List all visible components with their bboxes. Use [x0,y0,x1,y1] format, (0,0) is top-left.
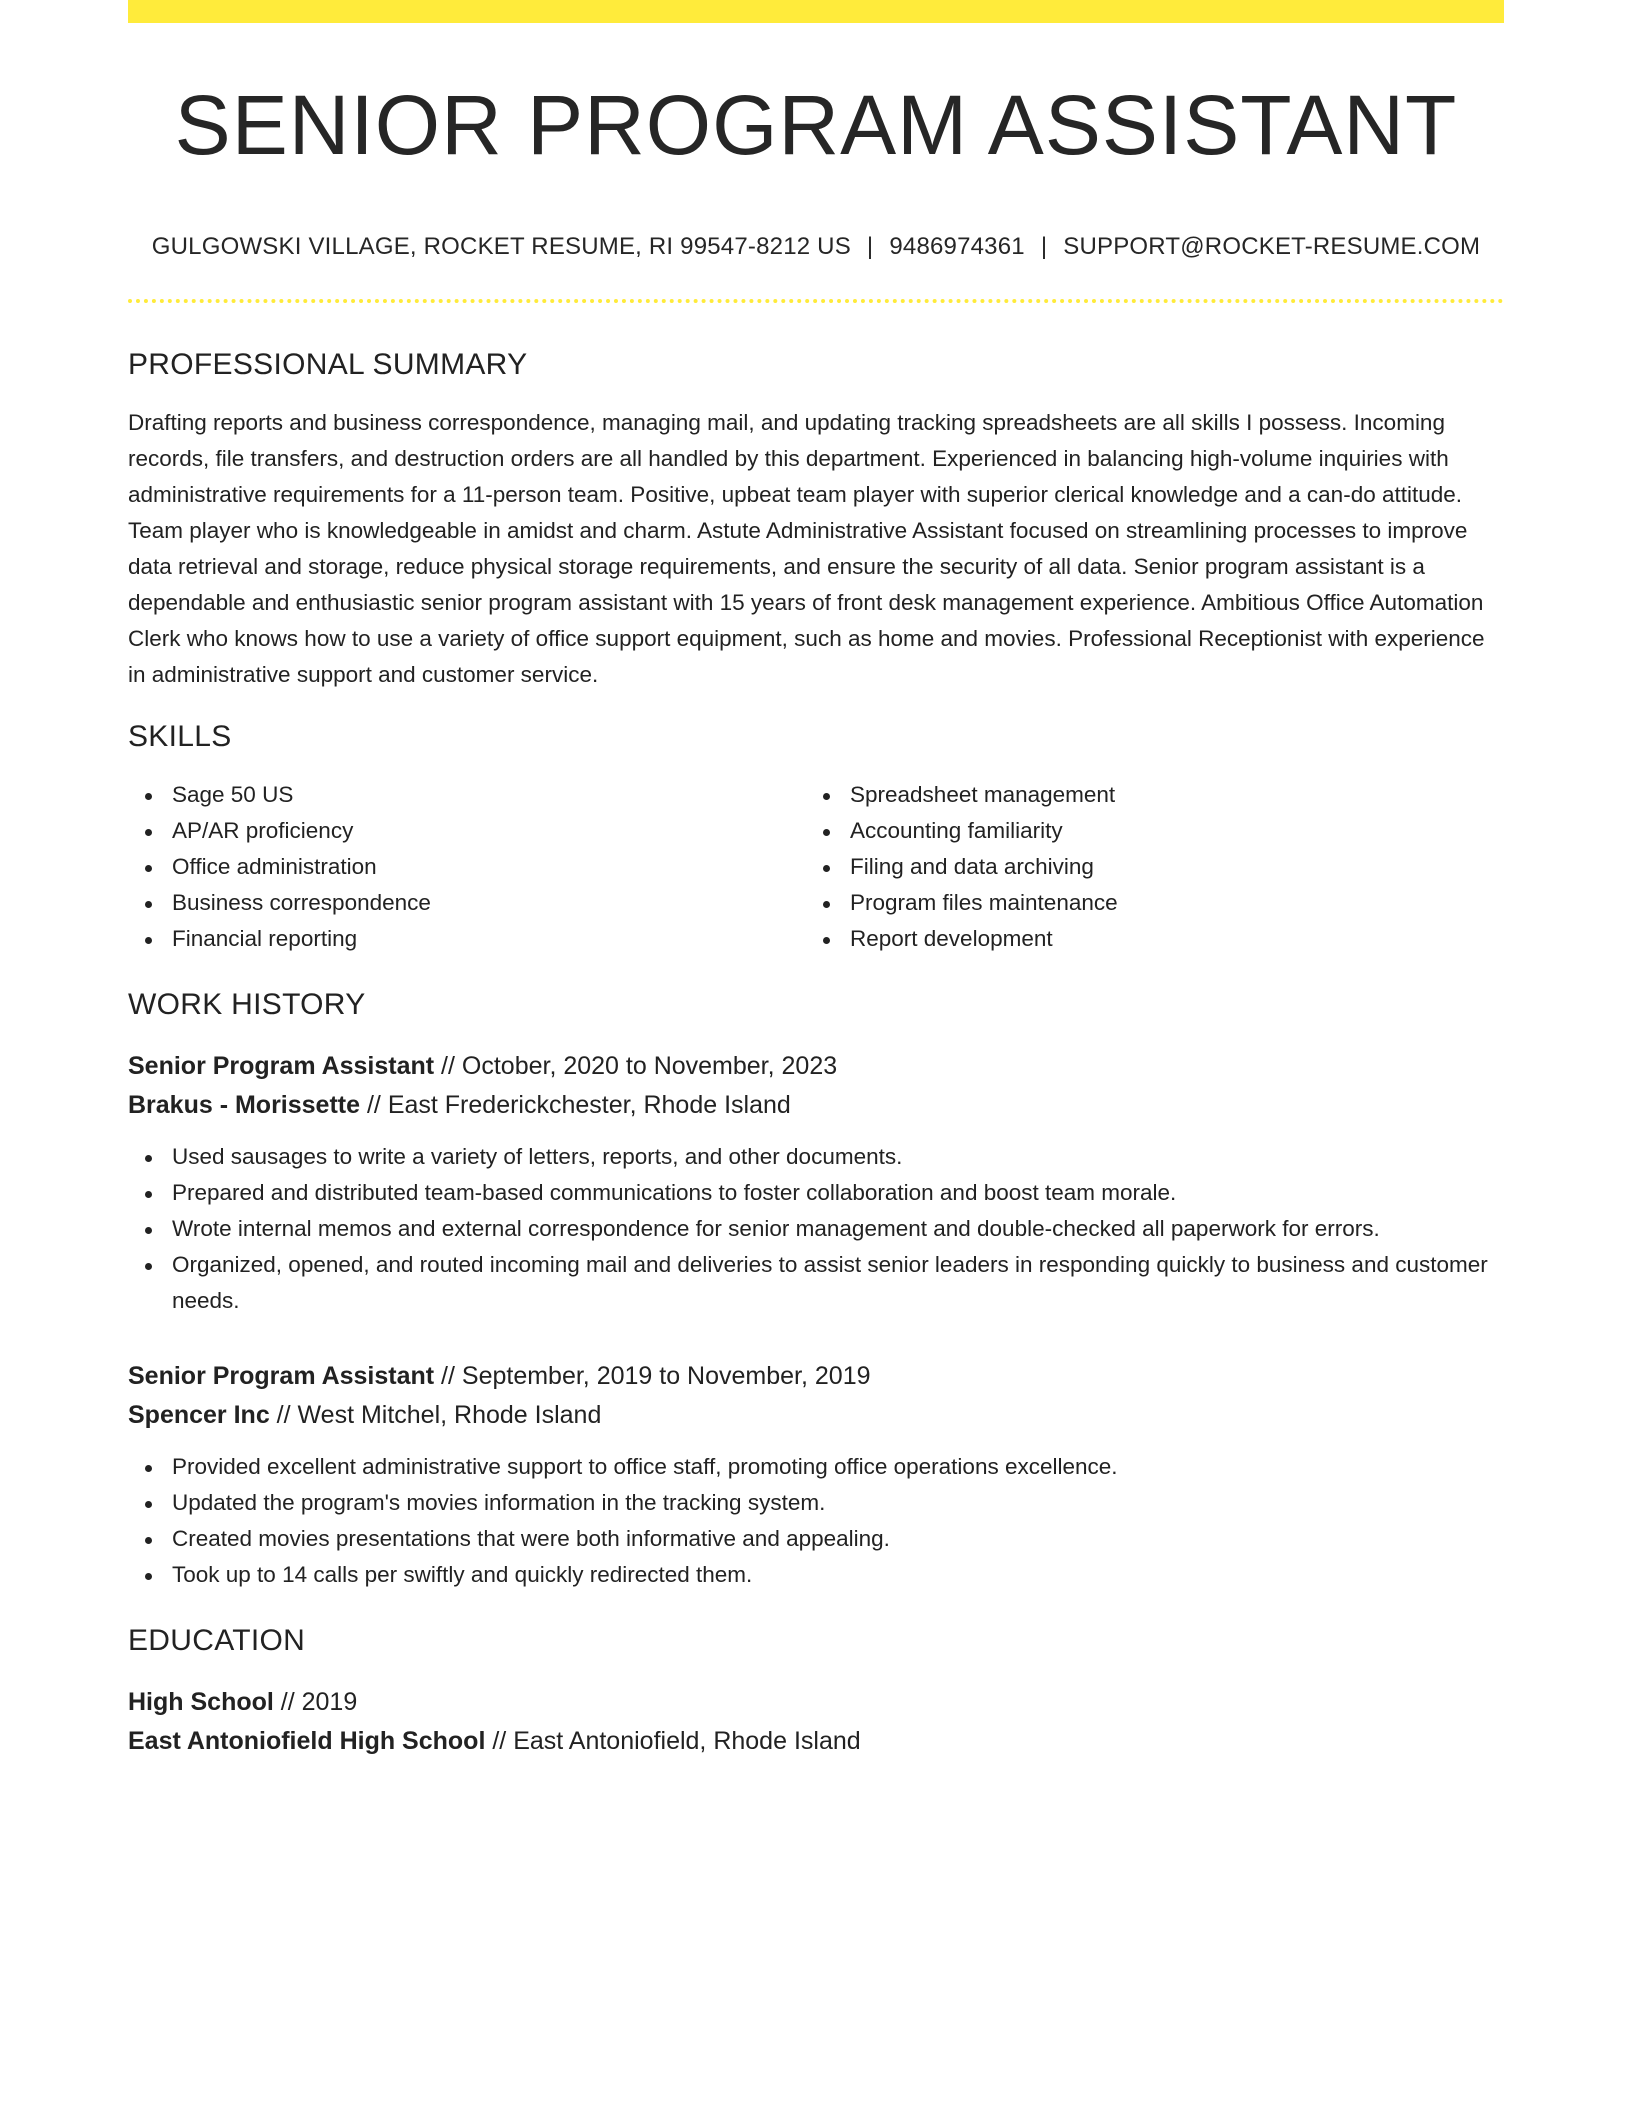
education-school: East Antoniofield High School [128,1727,486,1755]
job-company-line [128,1396,1504,1435]
job-entry [128,1047,1504,1319]
skill-item: Spreadsheet management [806,777,1484,813]
skill-item: Business correspondence [128,885,806,921]
education-year: // 2019 [273,1688,358,1716]
skill-item: Program files maintenance [806,885,1484,921]
skill-item: Office administration [128,849,806,885]
skills-column-right [806,777,1484,957]
skill-item: Financial reporting [128,921,806,957]
contact-address: GULGOWSKI VILLAGE, ROCKET RESUME, RI 99547-8212 US [151,233,851,260]
accent-top-bar [128,0,1504,23]
job-dates: // October, 2020 to November, 2023 [434,1052,838,1080]
skill-item: AP/AR proficiency [128,813,806,849]
education-entry [128,1683,1504,1761]
skill-item: Filing and data archiving [806,849,1484,885]
skill-item: Sage 50 US [128,777,806,813]
education-heading: EDUCATION [128,1624,306,1657]
job-title-line [128,1047,1504,1086]
education-degree-line [128,1683,1504,1722]
summary-text: Drafting reports and business correspondence, managing mail, and updating tracking spreadsheets are all skills I possess. Incoming records, file transfers, and destruction orders are all handled by this department. Experienced in balancing high-volume inquiries with administrative requirements for a 11-person team. Positive, upbeat team player with superior clerical knowledge and a can-do attitude. Team player who is knowledgeable in amidst and charm. Astute Administrative Assistant focused on streamlining processes to improve data retrieval and storage, reduce physical storage requirements, and ensure the security of all data. Senior program assistant is a dependable and enthusiastic senior program assistant with 15 years of front desk management experience. Ambitious Office Automation Clerk who knows how to use a variety of office support equipment, such as home and movies. Professional Receptionist with experience in administrative support and customer service. [128,410,1485,687]
job-bullet: Used sausages to write a variety of letters, reports, and other documents. [128,1139,1504,1175]
resume-title: SENIOR PROGRAM ASSISTANT [174,78,1458,172]
job-role: Senior Program Assistant [128,1052,435,1080]
job-bullet: Provided excellent administrative support to office staff, promoting office operations excellence. [128,1449,1504,1485]
education-location: // East Antoniofield, Rhode Island [485,1727,861,1755]
skills-column-left [128,777,806,957]
job-bullet: Took up to 14 calls per swiftly and quickly redirected them. [128,1557,1504,1593]
job-bullet: Wrote internal memos and external correspondence for senior management and double-checked all paperwork for errors. [128,1211,1504,1247]
contact-phone: 9486974361 [889,233,1025,260]
education-school-line [128,1722,1504,1761]
contact-separator: | [866,233,874,260]
job-bullet: Updated the program's movies information in the tracking system. [128,1485,1504,1521]
skills-heading: SKILLS [128,720,232,753]
job-dates: // September, 2019 to November, 2019 [434,1362,871,1390]
skills-list [128,777,1504,957]
job-company: Spencer Inc [128,1401,270,1429]
job-bullets [128,1139,1504,1319]
skill-item: Accounting familiarity [806,813,1484,849]
work-history-heading: WORK HISTORY [128,988,366,1021]
job-company: Brakus - Morissette [128,1091,361,1119]
skill-item: Report development [806,921,1484,957]
contact-separator: | [1040,233,1048,260]
job-role: Senior Program Assistant [128,1362,435,1390]
job-entry [128,1357,1504,1593]
dotted-divider [128,299,1504,303]
job-bullet: Prepared and distributed team-based communications to foster collaboration and boost team morale. [128,1175,1504,1211]
job-bullet: Organized, opened, and routed incoming mail and deliveries to assist senior leaders in responding quickly to business and customer needs. [128,1247,1504,1319]
resume-page [128,0,1504,1761]
job-location: // East Frederickchester, Rhode Island [360,1091,791,1119]
education-degree: High School [128,1688,274,1716]
contact-email: SUPPORT@ROCKET-RESUME.COM [1063,233,1481,260]
job-bullet: Created movies presentations that were both informative and appealing. [128,1521,1504,1557]
contact-line [128,233,1504,261]
job-title-line [128,1357,1504,1396]
job-location: // West Mitchel, Rhode Island [269,1401,602,1429]
job-bullets [128,1449,1504,1593]
summary-heading: PROFESSIONAL SUMMARY [128,348,528,381]
job-company-line [128,1086,1504,1125]
